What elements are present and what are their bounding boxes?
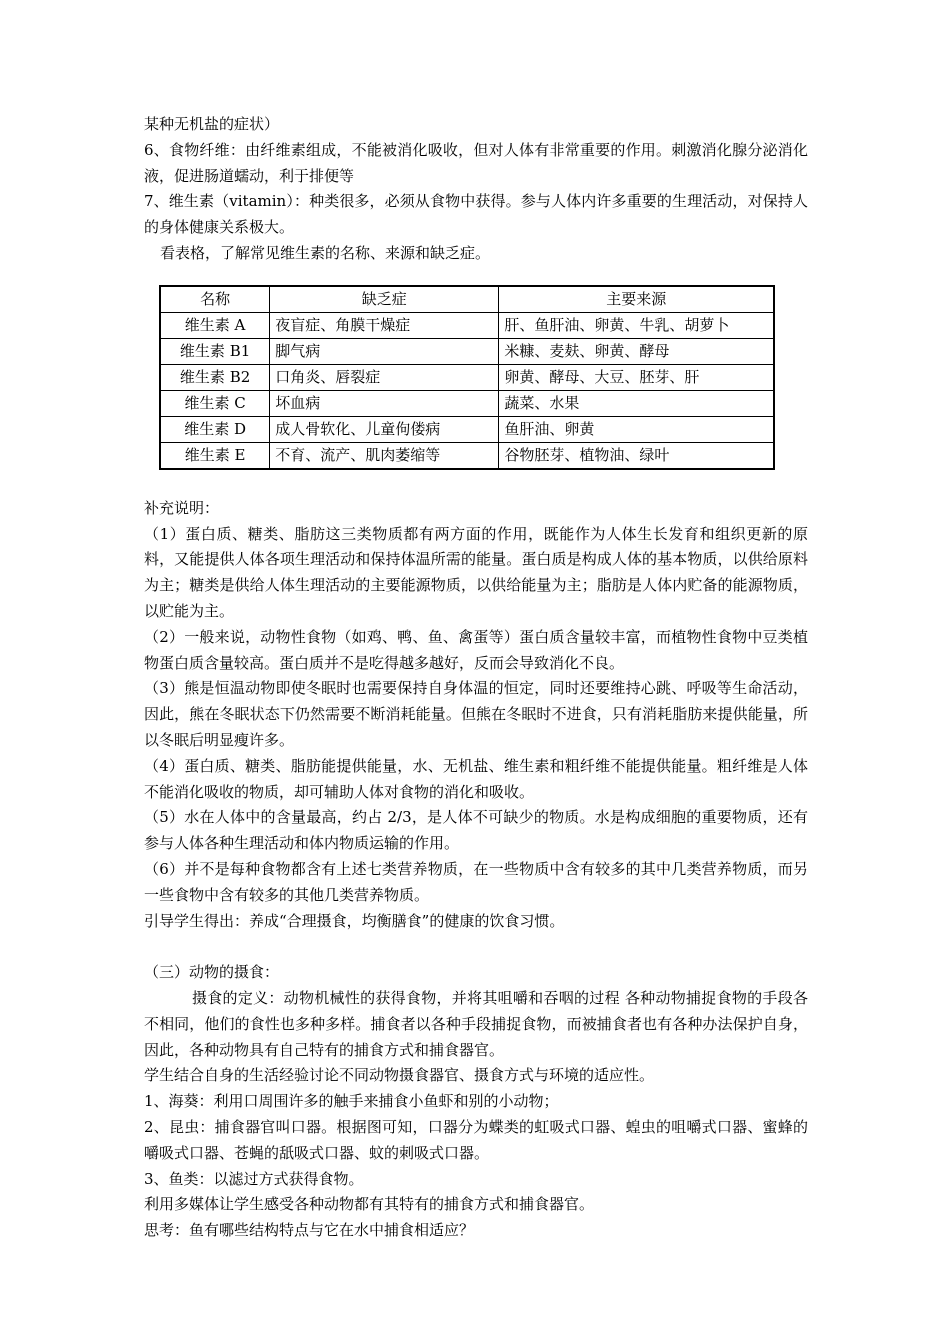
section-line: 学生结合自身的生活经验讨论不同动物摄食器官、摄食方式与环境的适应性。: [144, 1066, 655, 1085]
cell-deficiency: 坏血病: [270, 390, 499, 416]
cell-deficiency: 脚气病: [270, 338, 499, 364]
section-definition: 摄食的定义：动物机械性的获得食物，并将其咀嚼和吞咽的过程 各种动物捕捉食物的手段各不相同，他们的食性也多种多样。捕食者以各种手段捕捉食物，而被捕食者也有各种办法保护自身，因此，各种动物具有自己特有的捕食方式和捕食器官。: [144, 988, 808, 1059]
section-title: （三）动物的摄食：: [144, 963, 280, 982]
cell-source: 谷物胚芽、植物油、绿叶: [499, 442, 774, 469]
section-line: 思考：鱼有哪些结构特点与它在水中捕食相适应？: [144, 1221, 475, 1240]
spacer: [144, 934, 808, 960]
supplement-item: （3）熊是恒温动物即使冬眠时也需要保持自身体温的恒定，同时还要维持心跳、呼吸等生命活动，因此，熊在冬眠状态下仍然需要不断消耗能量。但熊在冬眠时不进食，只有消耗脂肪来提供能量，所以冬眠后明显瘦许多。: [144, 679, 808, 749]
cell-deficiency: 夜盲症、角膜干燥症: [270, 312, 499, 338]
table-intro: 看表格，了解常见维生素的名称、来源和缺乏症。: [160, 243, 491, 262]
header-name: 名称: [160, 286, 270, 313]
table-row: [160, 416, 774, 442]
vitamin-table-wrapper: [159, 285, 808, 470]
table-row: [160, 338, 774, 364]
supplement-title: 补充说明：: [144, 498, 220, 517]
cell-source: 蔬菜、水果: [499, 390, 774, 416]
cell-name: 维生素 D: [160, 416, 270, 442]
paragraph-mineral-symptom: 某种无机盐的症状）: [144, 115, 280, 133]
supplement-item: （6）并不是每种食物都含有上述七类营养物质，在一些物质中含有较多的其中几类营养物质，而另一些食物中含有较多的其他几类营养物质。: [144, 859, 808, 904]
table-row: [160, 364, 774, 390]
section-line: 利用多媒体让学生感受各种动物都有其特有的捕食方式和捕食器官。: [144, 1195, 595, 1214]
paragraph-vitamin: 7、维生素（vitamin）：种类很多，必须从食物中获得。参与人体内许多重要的生理活动，对保持人的身体健康关系极大。: [144, 192, 808, 237]
cell-deficiency: 不育、流产、肌肉萎缩等: [270, 442, 499, 469]
cell-name: 维生素 B1: [160, 338, 270, 364]
table-row: [160, 312, 774, 338]
header-deficiency: 缺乏症: [270, 286, 499, 313]
section-line: 3、鱼类：以滤过方式获得食物。: [144, 1169, 364, 1188]
cell-name: 维生素 C: [160, 390, 270, 416]
vitamin-table: [159, 285, 775, 470]
supplement-item: （5）水在人体中的含量最高，约占 2/3，是人体不可缺少的物质。水是构成细胞的重要物质，还有参与人体各种生理活动和体内物质运输的作用。: [144, 808, 808, 853]
supplement-item: （2）一般来说，动物性食物（如鸡、鸭、鱼、禽蛋等）蛋白质含量较丰富，而植物性食物中豆类植物蛋白质含量较高。蛋白质并不是吃得越多越好，反而会导致消化不良。: [144, 627, 808, 672]
cell-source: 肝、鱼肝油、卵黄、牛乳、胡萝卜: [499, 312, 774, 338]
supplement-item: （1）蛋白质、糖类、脂肪这三类物质都有两方面的作用，既能作为人体生长发育和组织更新的原料，又能提供人体各项生理活动和保持体温所需的能量。蛋白质是构成人体的基本物质，以供给原料为主；糖类是供给人体生理活动的主要能源物质，以供给能量为主；脂肪是人体内贮备的能源物质，以贮能为主。: [144, 524, 808, 620]
paragraph-fiber: 6、食物纤维：由纤维素组成，不能被消化吸收，但对人体有非常重要的作用。刺激消化腺分泌消化液，促进肠道蠕动，利于排便等: [144, 140, 808, 185]
cell-source: 米糠、麦麸、卵黄、酵母: [499, 338, 774, 364]
cell-deficiency: 成人骨软化、儿童佝偻病: [270, 416, 499, 442]
table-row: [160, 442, 774, 469]
section-line: 2、昆虫：捕食器官叫口器。根据图可知，口器分为蝶类的虹吸式口器、蝗虫的咀嚼式口器、蜜蜂的嚼吸式口器、苍蝇的舐吸式口器、蚊的刺吸式口器。: [144, 1117, 808, 1162]
document-page: [144, 112, 808, 1244]
cell-name: 维生素 A: [160, 312, 270, 338]
section-line: 1、海葵：利用口周围许多的触手来捕食小鱼虾和别的小动物；: [144, 1092, 559, 1111]
guide-conclusion: 引导学生得出：养成“合理摄食，均衡膳食”的健康的饮食习惯。: [144, 911, 565, 930]
cell-deficiency: 口角炎、唇裂症: [270, 364, 499, 390]
table-row: [160, 390, 774, 416]
table-header-row: [160, 286, 774, 313]
supplement-item: （4）蛋白质、糖类、脂肪能提供能量，水、无机盐、维生素和粗纤维不能提供能量。粗纤维是人体不能消化吸收的物质，却可辅助人体对食物的消化和吸收。: [144, 756, 808, 801]
cell-source: 鱼肝油、卵黄: [499, 416, 774, 442]
cell-source: 卵黄、酵母、大豆、胚芽、肝: [499, 364, 774, 390]
cell-name: 维生素 E: [160, 442, 270, 469]
cell-name: 维生素 B2: [160, 364, 270, 390]
header-source: 主要来源: [499, 286, 774, 313]
